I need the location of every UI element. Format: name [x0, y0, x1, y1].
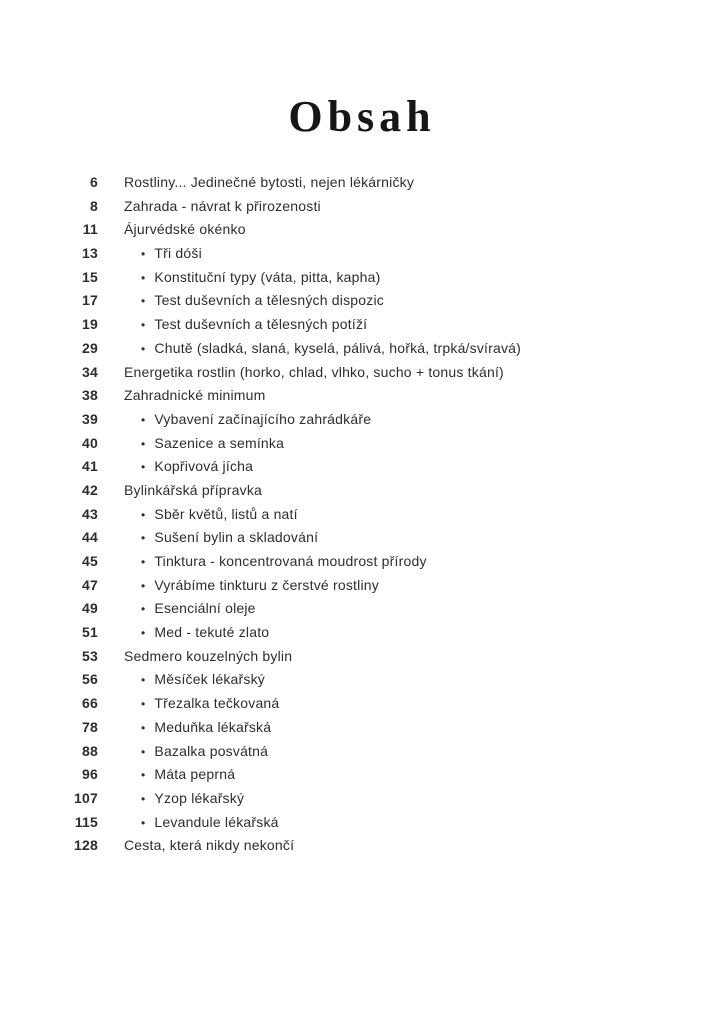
toc-page-number: 45 [82, 553, 98, 569]
toc-entry-label: Energetika rostlin (horko, chlad, vlhko, sucho + tonus tkání) [124, 363, 504, 380]
toc-page-number: 96 [82, 766, 98, 783]
toc-page-number: 11 [82, 221, 98, 238]
toc-entry-label: Sazenice a semínka [154, 434, 285, 451]
bullet-icon: • [141, 768, 146, 783]
bullet-icon: • [141, 578, 146, 593]
bullet-icon: • [141, 531, 146, 546]
toc-entry-content [124, 269, 380, 285]
toc-entry-content [124, 529, 318, 545]
toc-entry-label: Yzop lékařský [154, 789, 245, 806]
toc-entry-label: Konstituční typy (váta, pitta, kapha) [154, 268, 381, 285]
toc-row [40, 316, 694, 340]
toc-entry-label: Kopřivová jícha [154, 458, 254, 475]
page-title: Obsah [288, 92, 436, 142]
toc-row [40, 577, 694, 601]
toc-entry-content [124, 577, 379, 593]
toc-entry-label: Meduňka lékařská [154, 718, 272, 735]
toc-page-number: 56 [82, 671, 98, 688]
bullet-icon: • [141, 507, 146, 522]
toc-page-number: 51 [82, 624, 98, 641]
toc-row [40, 198, 694, 222]
toc-row [40, 269, 694, 293]
bullet-icon: • [141, 318, 146, 333]
bullet-icon: • [141, 412, 146, 427]
bullet-icon: • [141, 270, 146, 285]
toc-list [40, 174, 694, 861]
toc-entry-label: Vybavení začínajícího zahrádkáře [154, 410, 372, 427]
toc-entry-label: Rostliny... Jedinečné bytosti, nejen lékárničky [124, 174, 415, 190]
toc-entry-label: Ájurvédské okénko [124, 221, 246, 238]
bullet-icon: • [141, 673, 146, 688]
toc-page-number: 49 [82, 600, 98, 617]
toc-row [40, 624, 694, 648]
toc-page-number: 107 [74, 789, 98, 806]
toc-page-number: 40 [82, 434, 98, 451]
bullet-icon: • [141, 341, 146, 356]
toc-row [40, 411, 694, 435]
toc-row [40, 790, 694, 814]
toc-entry-content [124, 506, 298, 522]
toc-row [40, 648, 694, 672]
toc-row [40, 766, 694, 790]
toc-page-number: 29 [82, 339, 98, 356]
bullet-icon: • [141, 791, 146, 806]
bullet-icon: • [141, 555, 146, 569]
toc-page-number: 47 [82, 576, 98, 593]
toc-page-number: 15 [82, 268, 98, 285]
toc-page-number: 39 [82, 410, 98, 427]
toc-page-number: 66 [82, 695, 98, 712]
toc-entry-label: Máta peprná [154, 766, 236, 783]
toc-entry-content [124, 671, 265, 687]
toc-entry-content [124, 387, 266, 403]
toc-entry-label: Zahrada - návrat k přirozenosti [124, 197, 321, 214]
toc-entry-label: Cesta, která nikdy nekončí [124, 837, 295, 854]
bullet-icon: • [141, 697, 146, 712]
toc-row [40, 719, 694, 743]
toc-entry-content [124, 648, 292, 664]
toc-page-number: 17 [82, 292, 98, 309]
toc-entry-content [124, 624, 269, 640]
toc-row [40, 743, 694, 767]
toc-row [40, 435, 694, 459]
bullet-icon: • [141, 626, 146, 641]
toc-entry-content [124, 458, 253, 474]
toc-row [40, 506, 694, 530]
toc-entry-content [124, 766, 235, 782]
toc-entry-label: Test duševních a tělesných potíží [154, 316, 368, 333]
toc-entry-label: Vyrábíme tinkturu z čerstvé rostliny [154, 576, 379, 593]
toc-row [40, 553, 694, 577]
toc-row [40, 458, 694, 482]
toc-entry-content [124, 814, 279, 830]
toc-entry-label: Sušení bylin a skladování [154, 529, 319, 546]
toc-entry-label: Třezalka tečkovaná [154, 695, 280, 712]
toc-row [40, 340, 694, 364]
bullet-icon: • [141, 247, 146, 262]
toc-entry-content [124, 292, 384, 308]
toc-entry-content [124, 743, 268, 759]
toc-entry-label: Zahradnické minimum [124, 387, 266, 404]
toc-entry-content [124, 364, 504, 380]
toc-page-number: 42 [82, 481, 98, 498]
toc-page-number: 115 [74, 813, 98, 830]
toc-entry-label: Chutě (sladká, slaná, kyselá, pálivá, hořká, trpká/svíravá) [154, 339, 522, 356]
toc-entry-label: Měsíček lékařský [154, 671, 265, 688]
bullet-icon: • [141, 744, 146, 759]
toc-entry-content [124, 174, 414, 190]
toc-entry-content [124, 435, 284, 451]
toc-entry-content [124, 316, 367, 332]
toc-entry-content [124, 245, 202, 261]
toc-row [40, 695, 694, 719]
toc-entry-content [124, 553, 427, 569]
bullet-icon: • [141, 602, 146, 617]
toc-entry-content [124, 790, 244, 806]
toc-page-number: 78 [82, 718, 98, 735]
toc-page-number: 8 [90, 197, 98, 214]
bullet-icon: • [141, 460, 146, 475]
toc-entry-content [124, 221, 246, 237]
toc-row [40, 221, 694, 245]
toc-row [40, 292, 694, 316]
toc-entry-label: Bazalka posvátná [154, 742, 269, 759]
toc-entry-label: Sběr květů, listů a natí [154, 505, 298, 522]
toc-row [40, 174, 694, 198]
toc-page-number: 43 [82, 505, 98, 522]
bullet-icon: • [141, 294, 146, 309]
toc-page-number: 53 [82, 647, 98, 664]
toc-row [40, 245, 694, 269]
toc-page-number: 6 [90, 174, 98, 190]
toc-row [40, 482, 694, 506]
toc-entry-content [124, 411, 371, 427]
toc-page-number: 88 [82, 742, 98, 759]
toc-row [40, 600, 694, 624]
toc-row [40, 837, 694, 861]
toc-row [40, 529, 694, 553]
toc-entry-content [124, 695, 279, 711]
toc-row [40, 364, 694, 388]
bullet-icon: • [141, 436, 146, 451]
toc-entry-content [124, 600, 256, 616]
toc-page-number: 44 [82, 529, 98, 546]
toc-entry-label: Test duševních a tělesných dispozic [154, 292, 384, 309]
toc-row [40, 671, 694, 695]
toc-page-number: 128 [74, 837, 98, 854]
toc-entry-label: Tinktura - koncentrovaná moudrost přírody [154, 553, 427, 569]
toc-entry-content [124, 482, 262, 498]
bullet-icon: • [141, 720, 146, 735]
toc-page-number: 13 [82, 245, 98, 262]
toc-page-number: 41 [82, 458, 98, 475]
toc-entry-content [124, 198, 321, 214]
toc-page-number: 19 [82, 316, 98, 333]
toc-entry-label: Levandule lékařská [154, 813, 279, 830]
toc-page-number: 34 [82, 363, 98, 380]
toc-page-number: 38 [82, 387, 98, 404]
toc-entry-label: Tři dóši [154, 245, 202, 262]
toc-entry-label: Med - tekuté zlato [154, 624, 270, 641]
toc-entry-content [124, 340, 521, 356]
toc-row [40, 814, 694, 838]
toc-entry-label: Sedmero kouzelných bylin [124, 647, 293, 664]
bullet-icon: • [141, 815, 146, 830]
toc-row [40, 387, 694, 411]
toc-entry-label: Esenciální oleje [154, 600, 256, 617]
toc-entry-content [124, 837, 294, 853]
toc-entry-label: Bylinkářská přípravka [124, 481, 263, 498]
toc-entry-content [124, 719, 271, 735]
